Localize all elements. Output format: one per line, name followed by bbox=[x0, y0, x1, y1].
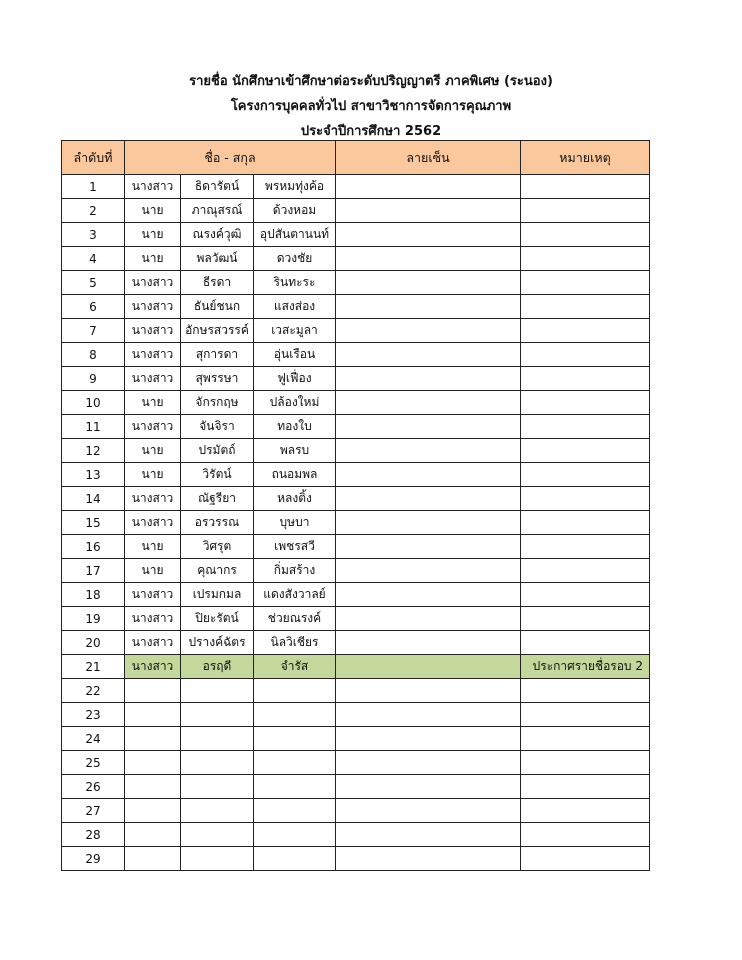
name-title: นางสาว bbox=[125, 295, 181, 319]
column-header-remark: หมายเหตุ bbox=[521, 141, 650, 175]
table-row bbox=[62, 631, 650, 655]
remark-cell bbox=[521, 391, 650, 415]
column-header-name: ชื่อ - สกุล bbox=[125, 141, 336, 175]
table-row bbox=[62, 679, 650, 703]
signature-cell bbox=[336, 391, 521, 415]
signature-cell bbox=[336, 583, 521, 607]
first-name: ธีรดา bbox=[181, 271, 254, 295]
name-title: นาย bbox=[125, 559, 181, 583]
table-row bbox=[62, 847, 650, 871]
last-name: ปล้องใหม่ bbox=[254, 391, 336, 415]
remark-cell bbox=[521, 847, 650, 871]
first-name: ธิดารัตน์ bbox=[181, 175, 254, 199]
table-row bbox=[62, 223, 650, 247]
name-title: นาย bbox=[125, 391, 181, 415]
row-number: 1 bbox=[62, 175, 125, 199]
last-name: อุ่นเรือน bbox=[254, 343, 336, 367]
name-title: นางสาว bbox=[125, 343, 181, 367]
first-name bbox=[181, 679, 254, 703]
name-title: นางสาว bbox=[125, 607, 181, 631]
last-name: นิลวิเชียร bbox=[254, 631, 336, 655]
signature-cell bbox=[336, 607, 521, 631]
name-title bbox=[125, 847, 181, 871]
last-name bbox=[254, 727, 336, 751]
signature-cell bbox=[336, 703, 521, 727]
signature-cell bbox=[336, 535, 521, 559]
signature-cell bbox=[336, 799, 521, 823]
last-name: เพชรสวี bbox=[254, 535, 336, 559]
last-name: แสงส่อง bbox=[254, 295, 336, 319]
last-name: หลงติ้ง bbox=[254, 487, 336, 511]
table-row bbox=[62, 559, 650, 583]
last-name bbox=[254, 751, 336, 775]
table-row bbox=[62, 655, 650, 679]
student-list-table bbox=[61, 140, 650, 871]
signature-cell bbox=[336, 511, 521, 535]
first-name: วิศรุต bbox=[181, 535, 254, 559]
name-title: นางสาว bbox=[125, 487, 181, 511]
first-name bbox=[181, 775, 254, 799]
table-row bbox=[62, 703, 650, 727]
name-title bbox=[125, 727, 181, 751]
first-name: สุพรรษา bbox=[181, 367, 254, 391]
row-number: 15 bbox=[62, 511, 125, 535]
first-name: พลวัฒน์ bbox=[181, 247, 254, 271]
remark-cell bbox=[521, 367, 650, 391]
first-name: ปรมัตถ์ bbox=[181, 439, 254, 463]
table-row bbox=[62, 511, 650, 535]
remark-cell bbox=[521, 463, 650, 487]
signature-cell bbox=[336, 343, 521, 367]
first-name: ปรางค์ฉัตร bbox=[181, 631, 254, 655]
last-name: ช่วยณรงค์ bbox=[254, 607, 336, 631]
remark-cell bbox=[521, 295, 650, 319]
table-row bbox=[62, 295, 650, 319]
table-row bbox=[62, 727, 650, 751]
name-title bbox=[125, 679, 181, 703]
signature-cell bbox=[336, 559, 521, 583]
signature-cell bbox=[336, 823, 521, 847]
row-number: 17 bbox=[62, 559, 125, 583]
name-title: นางสาว bbox=[125, 511, 181, 535]
signature-cell bbox=[336, 631, 521, 655]
last-name: ทองใบ bbox=[254, 415, 336, 439]
first-name: ณัฐรียา bbox=[181, 487, 254, 511]
row-number: 26 bbox=[62, 775, 125, 799]
table-row bbox=[62, 823, 650, 847]
remark-cell bbox=[521, 703, 650, 727]
remark-cell bbox=[521, 223, 650, 247]
remark-cell bbox=[521, 631, 650, 655]
first-name: จักรกฤษ bbox=[181, 391, 254, 415]
name-title: นางสาว bbox=[125, 631, 181, 655]
remark-cell bbox=[521, 343, 650, 367]
table-row bbox=[62, 607, 650, 631]
row-number: 24 bbox=[62, 727, 125, 751]
row-number: 8 bbox=[62, 343, 125, 367]
row-number: 19 bbox=[62, 607, 125, 631]
first-name: สุการดา bbox=[181, 343, 254, 367]
table-row bbox=[62, 463, 650, 487]
signature-cell bbox=[336, 199, 521, 223]
last-name: เวสะมูลา bbox=[254, 319, 336, 343]
table-row bbox=[62, 175, 650, 199]
last-name: ฟูเฟื่อง bbox=[254, 367, 336, 391]
row-number: 28 bbox=[62, 823, 125, 847]
first-name bbox=[181, 847, 254, 871]
first-name: อรวรรณ bbox=[181, 511, 254, 535]
remark-cell bbox=[521, 751, 650, 775]
name-title: นาย bbox=[125, 223, 181, 247]
signature-cell bbox=[336, 679, 521, 703]
last-name: อุปสันตานนท์ bbox=[254, 223, 336, 247]
remark-cell bbox=[521, 535, 650, 559]
row-number: 21 bbox=[62, 655, 125, 679]
name-title bbox=[125, 799, 181, 823]
last-name: จำรัส bbox=[254, 655, 336, 679]
name-title: นางสาว bbox=[125, 175, 181, 199]
signature-cell bbox=[336, 751, 521, 775]
column-header-signature: ลายเซ็น bbox=[336, 141, 521, 175]
name-title: นางสาว bbox=[125, 319, 181, 343]
column-header-no: ลำดับที่ bbox=[62, 141, 125, 175]
row-number: 13 bbox=[62, 463, 125, 487]
name-title: นาย bbox=[125, 247, 181, 271]
signature-cell bbox=[336, 487, 521, 511]
signature-cell bbox=[336, 439, 521, 463]
row-number: 20 bbox=[62, 631, 125, 655]
row-number: 6 bbox=[62, 295, 125, 319]
remark-cell bbox=[521, 175, 650, 199]
remark-cell bbox=[521, 439, 650, 463]
remark-cell bbox=[521, 511, 650, 535]
name-title bbox=[125, 751, 181, 775]
last-name bbox=[254, 775, 336, 799]
signature-cell bbox=[336, 295, 521, 319]
remark-cell bbox=[521, 775, 650, 799]
first-name: ณรงค์วุฒิ bbox=[181, 223, 254, 247]
last-name: แดงสังวาลย์ bbox=[254, 583, 336, 607]
first-name bbox=[181, 727, 254, 751]
row-number: 2 bbox=[62, 199, 125, 223]
table-row bbox=[62, 271, 650, 295]
last-name: บุษบา bbox=[254, 511, 336, 535]
row-number: 7 bbox=[62, 319, 125, 343]
table-row bbox=[62, 319, 650, 343]
name-title: นาย bbox=[125, 535, 181, 559]
remark-cell bbox=[521, 247, 650, 271]
remark-cell bbox=[521, 559, 650, 583]
remark-cell bbox=[521, 487, 650, 511]
last-name bbox=[254, 703, 336, 727]
signature-cell bbox=[336, 223, 521, 247]
remark-cell bbox=[521, 679, 650, 703]
first-name: ปิยะรัตน์ bbox=[181, 607, 254, 631]
row-number: 4 bbox=[62, 247, 125, 271]
row-number: 27 bbox=[62, 799, 125, 823]
table-row bbox=[62, 415, 650, 439]
remark-cell bbox=[521, 727, 650, 751]
name-title: นาย bbox=[125, 439, 181, 463]
first-name bbox=[181, 703, 254, 727]
last-name bbox=[254, 679, 336, 703]
name-title: นาย bbox=[125, 199, 181, 223]
remark-cell bbox=[521, 583, 650, 607]
remark-cell bbox=[521, 415, 650, 439]
row-number: 16 bbox=[62, 535, 125, 559]
document-subtitle: โครงการบุคคลทั่วไป สาขาวิชาการจัดการคุณภาพ bbox=[230, 99, 512, 114]
remark-cell bbox=[521, 271, 650, 295]
row-number: 25 bbox=[62, 751, 125, 775]
row-number: 12 bbox=[62, 439, 125, 463]
table-row bbox=[62, 775, 650, 799]
table-row bbox=[62, 247, 650, 271]
name-title bbox=[125, 823, 181, 847]
table-row bbox=[62, 439, 650, 463]
row-number: 14 bbox=[62, 487, 125, 511]
row-number: 22 bbox=[62, 679, 125, 703]
academic-year: ประจำปีการศึกษา 2562 bbox=[300, 124, 442, 139]
first-name: ธันย์ชนก bbox=[181, 295, 254, 319]
signature-cell bbox=[336, 655, 521, 679]
signature-cell bbox=[336, 319, 521, 343]
signature-cell bbox=[336, 271, 521, 295]
last-name: พลรบ bbox=[254, 439, 336, 463]
signature-cell bbox=[336, 415, 521, 439]
name-title: นางสาว bbox=[125, 415, 181, 439]
table-header-row bbox=[62, 141, 650, 175]
row-number: 29 bbox=[62, 847, 125, 871]
first-name bbox=[181, 751, 254, 775]
name-title bbox=[125, 775, 181, 799]
row-number: 9 bbox=[62, 367, 125, 391]
table-row bbox=[62, 751, 650, 775]
name-title: นางสาว bbox=[125, 367, 181, 391]
row-number: 18 bbox=[62, 583, 125, 607]
remark-cell bbox=[521, 199, 650, 223]
last-name: รินทะระ bbox=[254, 271, 336, 295]
row-number: 10 bbox=[62, 391, 125, 415]
table-row bbox=[62, 799, 650, 823]
first-name: อรฤดี bbox=[181, 655, 254, 679]
first-name bbox=[181, 799, 254, 823]
table-row bbox=[62, 199, 650, 223]
first-name: จันจิรา bbox=[181, 415, 254, 439]
first-name: เปรมกมล bbox=[181, 583, 254, 607]
signature-cell bbox=[336, 727, 521, 751]
name-title: นางสาว bbox=[125, 271, 181, 295]
remark-cell bbox=[521, 607, 650, 631]
first-name: คุณากร bbox=[181, 559, 254, 583]
first-name: ภาณุสรณ์ bbox=[181, 199, 254, 223]
name-title: นางสาว bbox=[125, 655, 181, 679]
signature-cell bbox=[336, 775, 521, 799]
signature-cell bbox=[336, 247, 521, 271]
table-row bbox=[62, 367, 650, 391]
row-number: 23 bbox=[62, 703, 125, 727]
remark-cell: ประกาศรายชื่อรอบ 2 bbox=[521, 655, 650, 679]
name-title bbox=[125, 703, 181, 727]
last-name bbox=[254, 823, 336, 847]
signature-cell bbox=[336, 175, 521, 199]
remark-cell bbox=[521, 823, 650, 847]
row-number: 5 bbox=[62, 271, 125, 295]
last-name: ถนอมพล bbox=[254, 463, 336, 487]
remark-cell bbox=[521, 319, 650, 343]
table-row bbox=[62, 535, 650, 559]
row-number: 3 bbox=[62, 223, 125, 247]
table-row bbox=[62, 391, 650, 415]
signature-cell bbox=[336, 463, 521, 487]
name-title: นาย bbox=[125, 463, 181, 487]
signature-cell bbox=[336, 847, 521, 871]
last-name: พรหมทุ่งค้อ bbox=[254, 175, 336, 199]
last-name bbox=[254, 847, 336, 871]
first-name: วิรัตน์ bbox=[181, 463, 254, 487]
row-number: 11 bbox=[62, 415, 125, 439]
last-name: ด้วงหอม bbox=[254, 199, 336, 223]
table-row bbox=[62, 343, 650, 367]
signature-cell bbox=[336, 367, 521, 391]
last-name: ดวงชัย bbox=[254, 247, 336, 271]
last-name: กิ่มสร้าง bbox=[254, 559, 336, 583]
table-row bbox=[62, 583, 650, 607]
first-name: อักษรสวรรค์ bbox=[181, 319, 254, 343]
document-title: รายชื่อ นักศึกษาเข้าศึกษาต่อระดับปริญญาตรี ภาคพิเศษ (ระนอง) bbox=[189, 74, 553, 89]
last-name bbox=[254, 799, 336, 823]
first-name bbox=[181, 823, 254, 847]
name-title: นางสาว bbox=[125, 583, 181, 607]
table-row bbox=[62, 487, 650, 511]
remark-cell bbox=[521, 799, 650, 823]
